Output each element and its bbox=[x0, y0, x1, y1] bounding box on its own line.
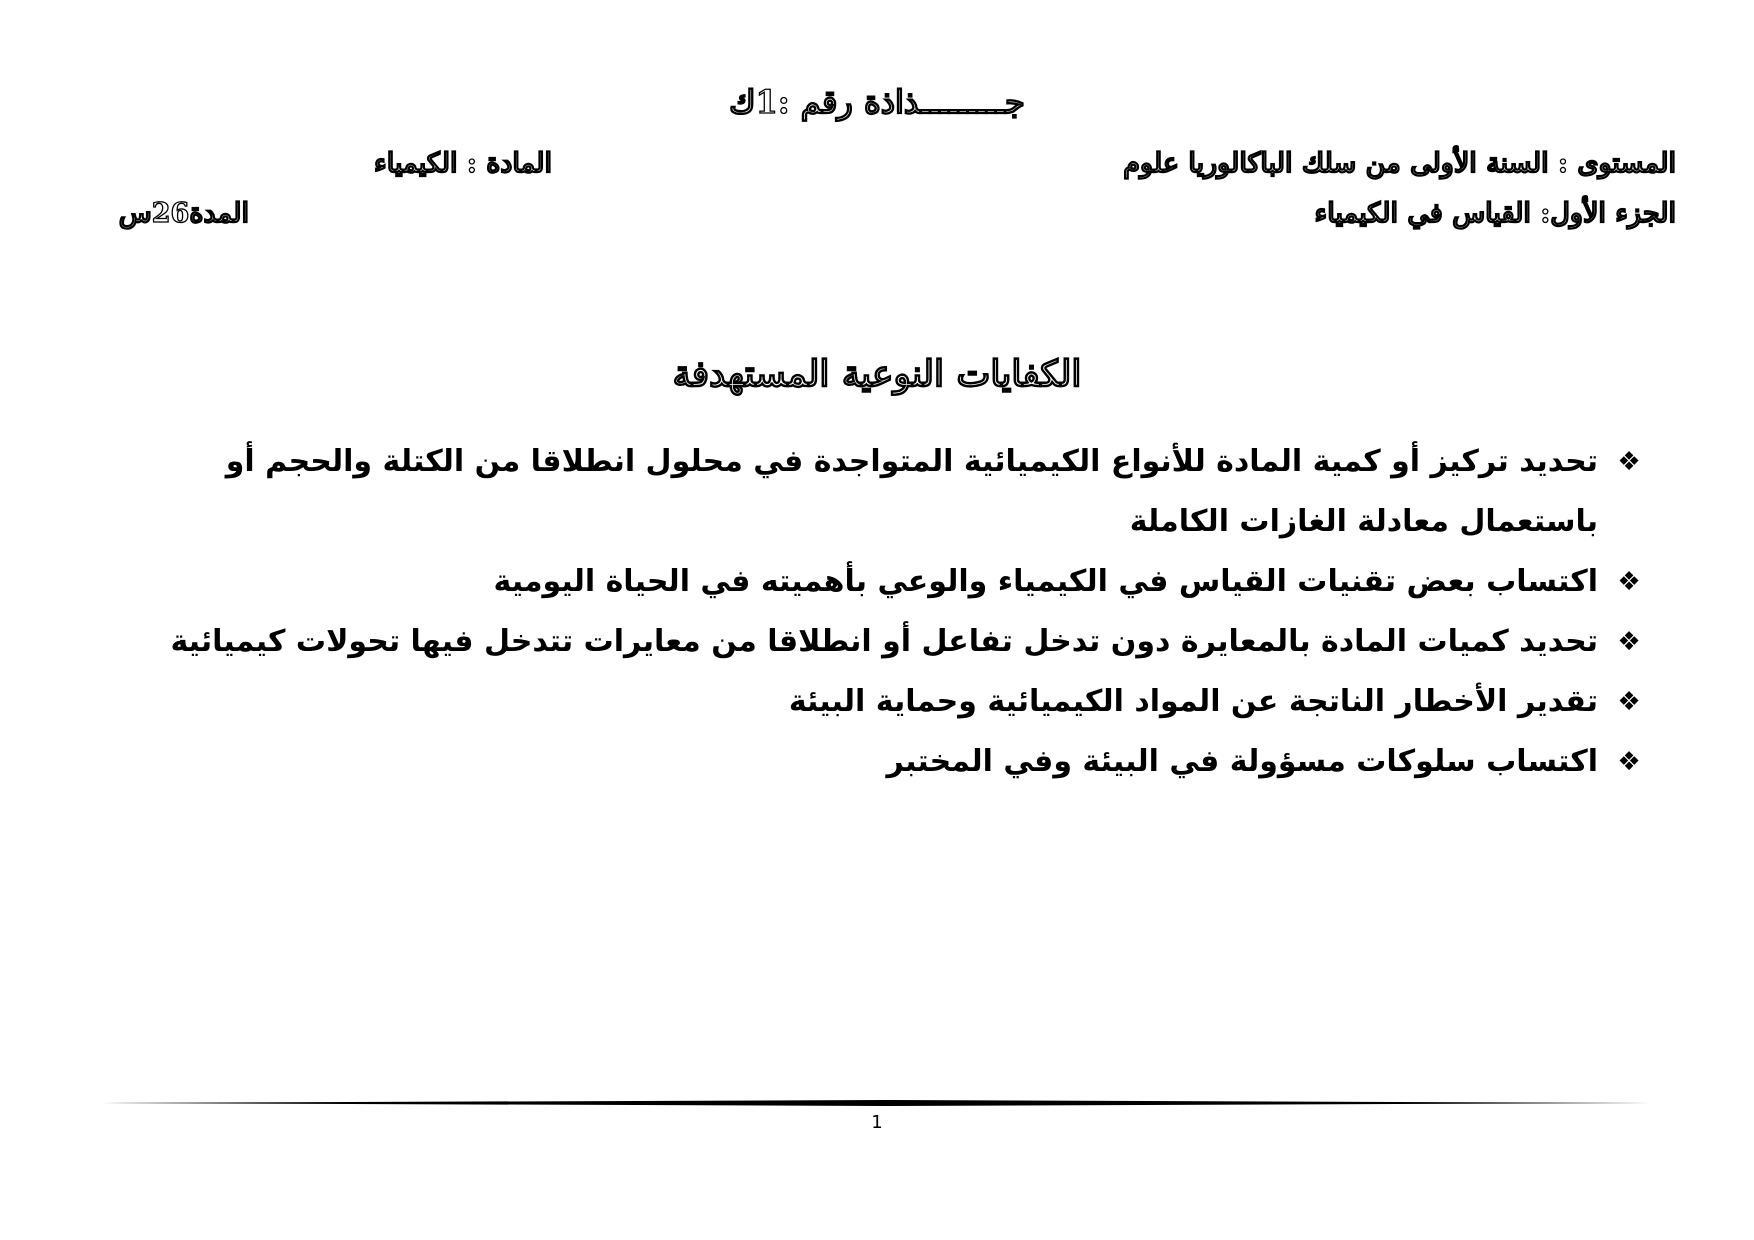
diamond-bullet-icon: ❖ bbox=[1617, 687, 1641, 717]
competency-text: تحديد تركيز أو كمية المادة للأنواع الكيميائية المتواجدة في محلول انطلاقا من الكتلة والحجم أو باستعمال معادلة الغازات الكاملة bbox=[225, 444, 1598, 539]
diamond-bullet-icon: ❖ bbox=[1617, 627, 1641, 657]
competencies-list bbox=[126, 432, 1646, 792]
subject-label: المادة : الكيمياء bbox=[374, 148, 552, 179]
competency-item bbox=[126, 732, 1646, 792]
competency-item bbox=[126, 612, 1646, 672]
duration-label: المدة26س bbox=[118, 198, 249, 229]
page-number: 1 bbox=[871, 1112, 883, 1133]
competency-item bbox=[126, 672, 1646, 732]
part-label: الجزء الأول: القياس في الكيمياء bbox=[1314, 198, 1676, 229]
competency-item bbox=[126, 552, 1646, 612]
competency-text: تحديد كميات المادة بالمعايرة دون تدخل تفاعل أو انطلاقا من معايرات تتدخل فيها تحولات كيميائية bbox=[170, 624, 1598, 659]
competency-text: تقدير الأخطار الناتجة عن المواد الكيميائية وحماية البيئة bbox=[788, 684, 1598, 719]
level-label: المستوى : السنة الأولى من سلك الباكالوريا علوم bbox=[1123, 148, 1676, 179]
section-title: الكفايات النوعية المستهدفة bbox=[672, 353, 1082, 395]
competency-text: اكتساب بعض تقنيات القياس في الكيمياء والوعي بأهميته في الحياة اليومية bbox=[493, 564, 1598, 599]
competency-text: اكتساب سلوكات مسؤولة في البيئة وفي المختبر bbox=[886, 744, 1598, 779]
document-title: جـــــــــذاذة رقم :1ك bbox=[729, 83, 1025, 121]
footer-rule bbox=[101, 1100, 1666, 1106]
diamond-bullet-icon: ❖ bbox=[1617, 747, 1641, 777]
competency-item bbox=[126, 432, 1646, 552]
diamond-bullet-icon: ❖ bbox=[1617, 447, 1641, 477]
diamond-bullet-icon: ❖ bbox=[1617, 567, 1641, 597]
